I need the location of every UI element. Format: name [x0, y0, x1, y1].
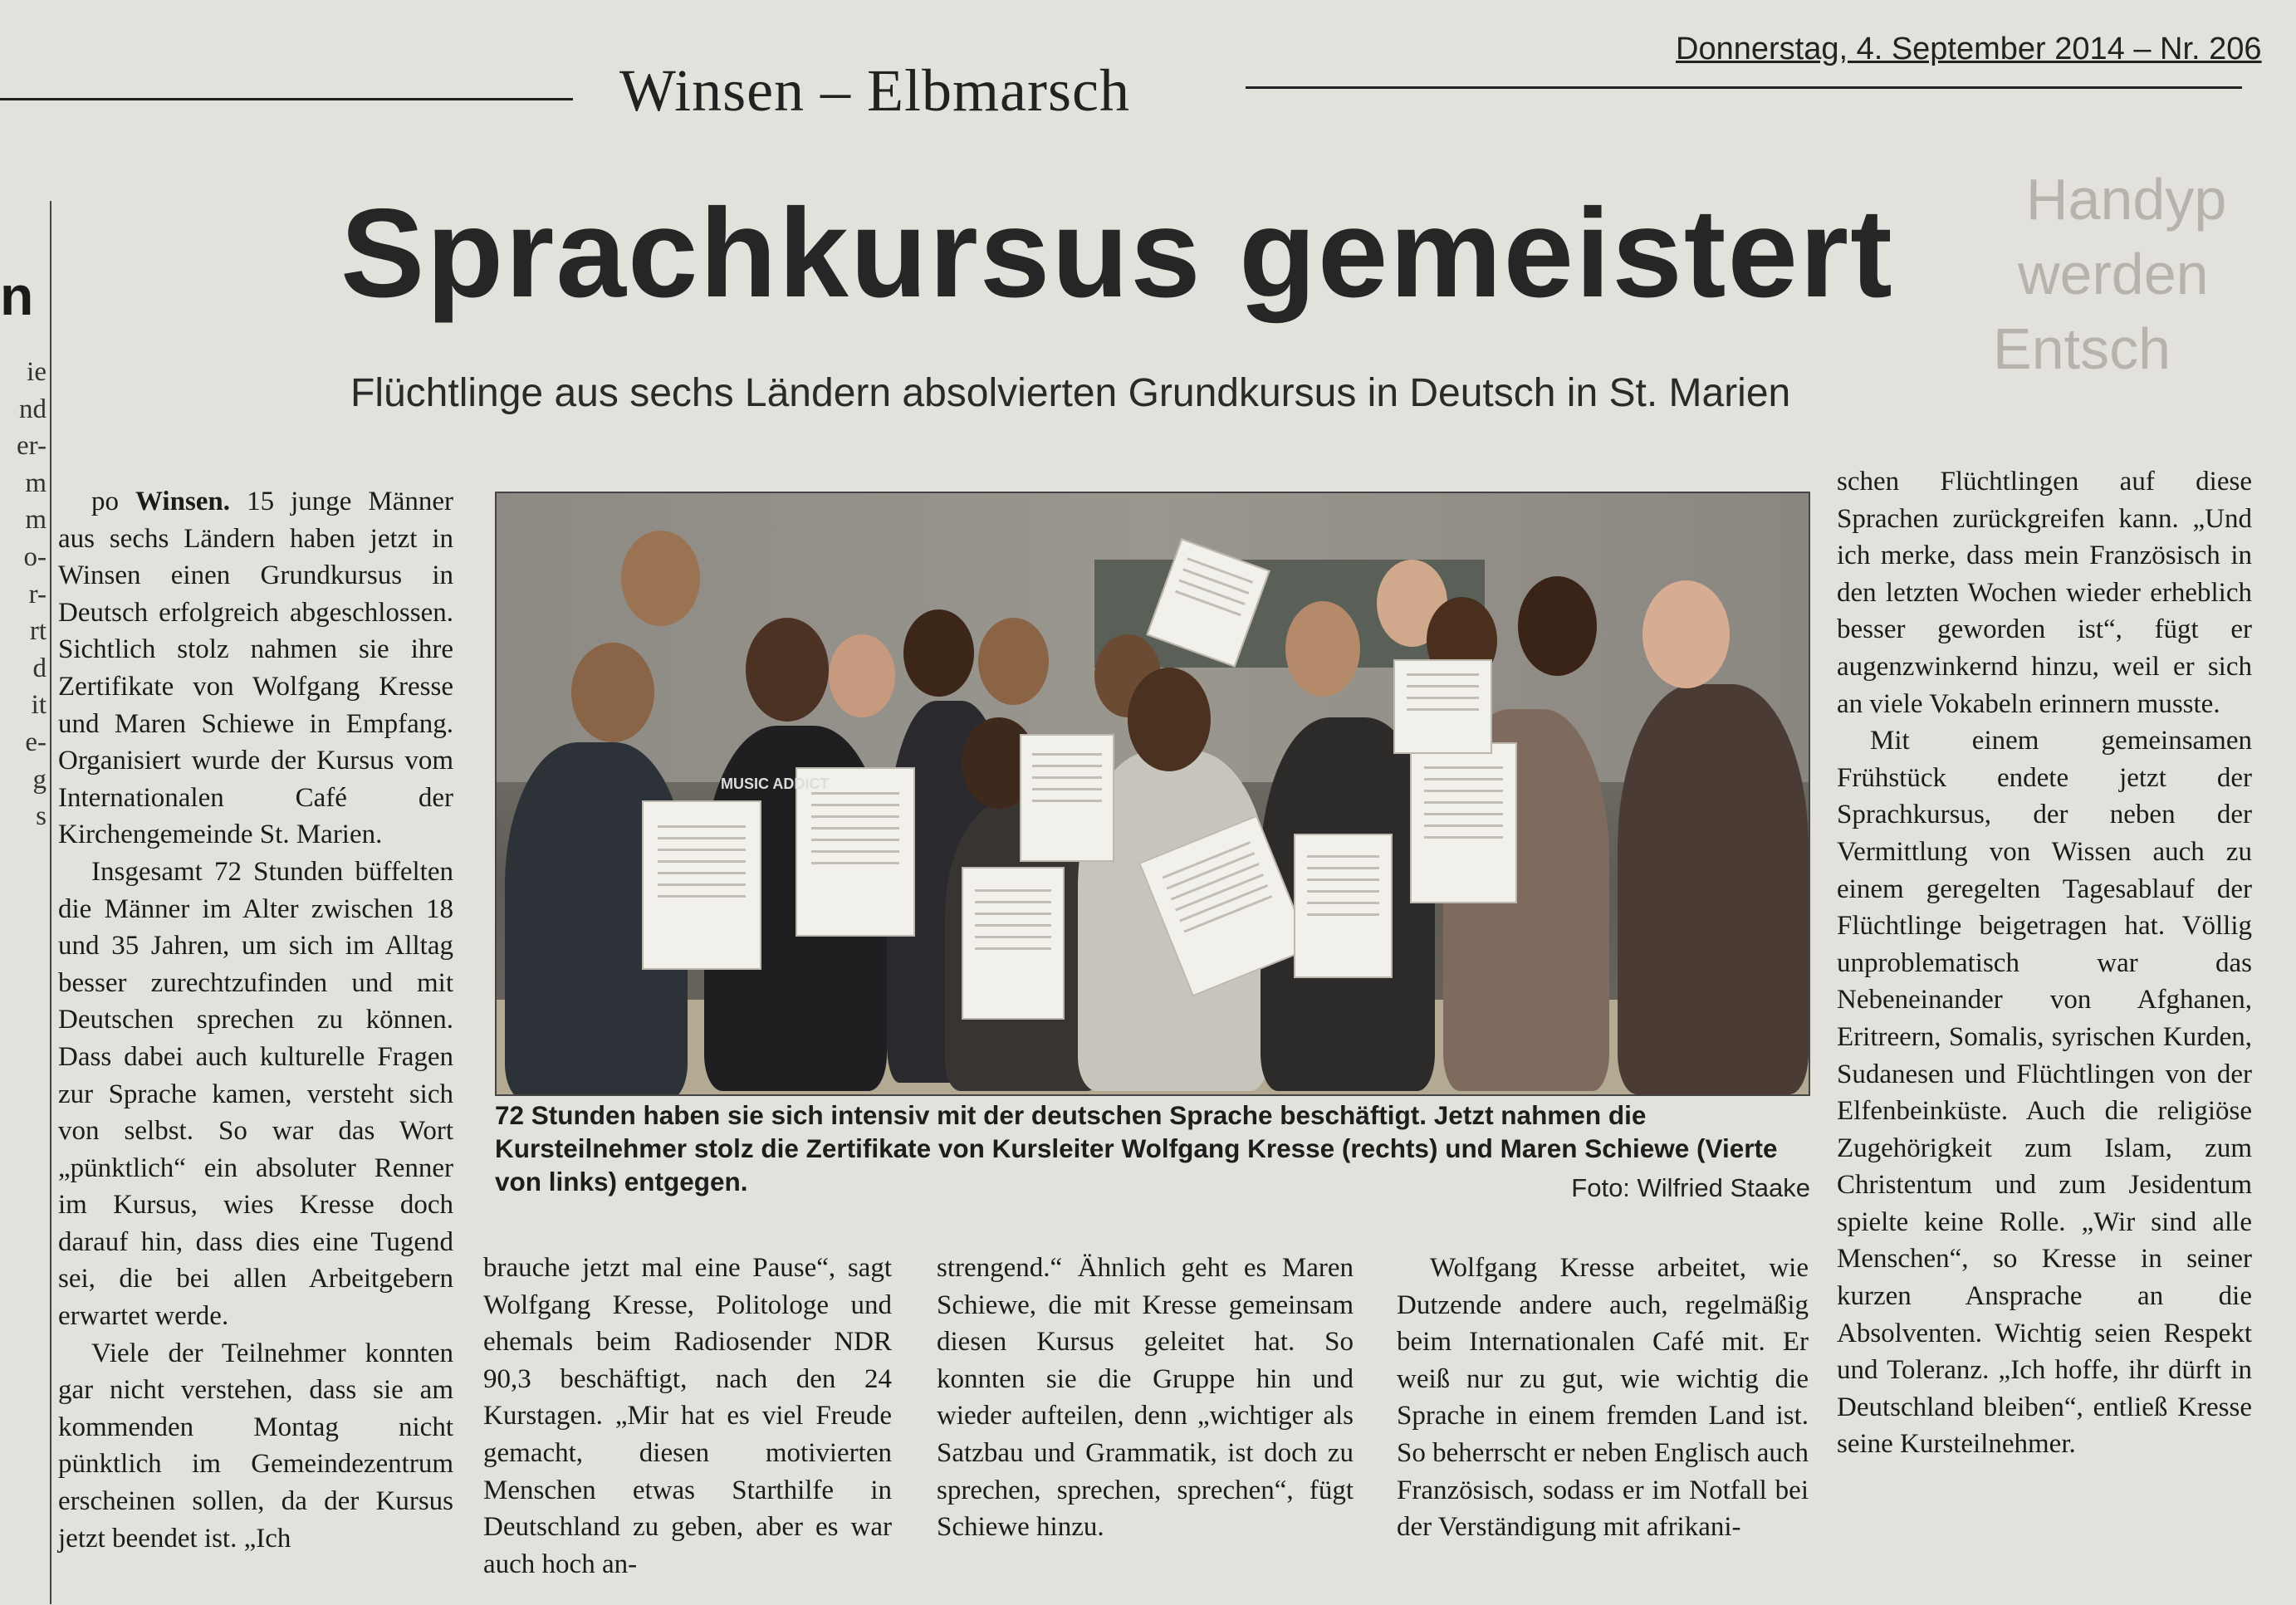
left-fragment-line: s	[36, 801, 47, 832]
headline: Sprachkursus gemeistert	[340, 183, 1894, 324]
left-fragment-line: m	[25, 467, 47, 498]
certificate	[962, 867, 1065, 1020]
byline: po	[91, 487, 119, 516]
shirt-print: MUSIC ADDICT	[721, 776, 830, 792]
article-column-5	[1837, 463, 2252, 1463]
left-fragment-line: g	[32, 764, 47, 795]
certificate	[1020, 734, 1114, 862]
col5-paragraph-2: Mit einem gemeinsamen Frühstück endete jetzt der Sprachkursus, der neben der Vermittlung von Wissen auch zu einem geregelten Tagesablauf der Flüchtlinge beigetragen hat. Völlig unproblematisch war das Nebeneinander von Afghanen, Eritreern, Somalis, syrischen Kurden, Sudanesen und Flüchtlingen von der Elfenbeinküste. Auch die religiöse Zugehörigkeit zum Islam, zum Christentum und zum Jesidentum spielte keine Rolle. „Wir sind alle Menschen“, so Kresse in seiner kurzen Ansprache an die Absolventen. Wichtig seien Respekt und Toleranz. „Ich hoffe, ihr dürft in Deutschland bleiben“, entließ Kresse seine Kursteilnehmer.	[1837, 726, 2252, 1460]
left-fragment-line: e-	[25, 727, 47, 757]
col5-paragraph-1: schen Flüchtlingen auf diese Sprachen zurückgreifen kann. „Und ich merke, dass mein Französisch in den letzten Wochen wieder erheblich besser geworden ist“, fügt er augenzwinkernd hinzu, weil er sich an viele Vokabeln erinnern musste.	[1837, 467, 2252, 719]
col3-paragraph: strengend.“ Ähnlich geht es Maren Schiewe, die mit Kresse gemeinsam diesen Kursus geleitet hat. So konnten sie die Gruppe hin und wieder aufteilen, denn „wichtiger als Satzbau und Grammatik, ist doch zu sprechen, sprechen, sprechen“, fügt Schiewe hinzu.	[937, 1253, 1354, 1543]
left-fragment-heading: n	[0, 265, 34, 326]
place-name: Winsen.	[135, 487, 231, 516]
person-head	[1518, 576, 1597, 676]
person-head	[1128, 668, 1211, 771]
col1-paragraph-3: Viele der Teilnehmer konnten gar nicht verstehen, dass sie am kommenden Montag nicht pünktlich im Gemeindezentrum erscheinen sollen, da der Kursus jetzt beendet ist. „Ich	[58, 1338, 453, 1554]
person-head	[1642, 580, 1730, 688]
article-column-1	[58, 483, 453, 1557]
certificate	[1410, 742, 1517, 903]
left-column-divider	[50, 201, 51, 1604]
person-head	[621, 531, 700, 626]
left-fragment-line: r-	[28, 579, 47, 609]
person-head	[978, 618, 1049, 705]
person-head	[903, 609, 974, 697]
left-fragment-line: nd	[19, 394, 47, 424]
person-head	[571, 643, 654, 742]
left-fragment-line: rt	[29, 616, 47, 647]
section-title: Winsen – Elbmarsch	[619, 57, 1130, 124]
masthead-rule-right	[1246, 86, 2242, 89]
article-column-4	[1397, 1250, 1809, 1546]
certificate	[1393, 659, 1492, 754]
subheadline: Flüchtlinge aus sechs Ländern absolvierten Grundkursus in Deutsch in St. Marien	[350, 371, 1791, 415]
person-silhouette	[1618, 684, 1809, 1094]
group-photo	[495, 492, 1810, 1096]
certificate	[642, 800, 761, 970]
col1-paragraph-1	[58, 483, 453, 854]
article-column-2	[483, 1250, 892, 1583]
col2-paragraph: brauche jetzt mal eine Pause“, sagt Wolfgang Kresse, Politologe und ehemals beim Radiosender NDR 90,3 beschäftigt, nach den 24 Kurstagen. „Mir hat es viel Freude gemacht, diesen motivierten Menschen etwas Starthilfe in Deutschland zu geben, aber es war auch hoch an-	[483, 1253, 892, 1579]
dateline: Donnerstag, 4. September 2014 – Nr. 206	[1676, 32, 2262, 66]
article-column-3	[937, 1250, 1354, 1546]
col1-paragraph-1-text: 15 junge Männer aus sechs Ländern haben jetzt in Winsen einen Grundkursus in Deutsch erfolgreich abgeschlossen. Sichtlich stolz nahmen sie ihre Zertifikate von Wolfgang Kresse und Maren Schiewe in Empfang. Organisiert wurde der Kursus vom Internationalen Café der Kirchengemeinde St. Marien.	[58, 487, 454, 850]
photo-caption: 72 Stunden haben sie sich intensiv mit der deutschen Sprache beschäftigt. Jetzt nahmen die Kursteilnehmer stolz die Zertifikate von Kursleiter Wolfgang Kresse (rechts) und Maren Schiewe (Vierte von links) entgegen.	[495, 1100, 1778, 1196]
left-fragment-line: it	[31, 690, 47, 721]
person-head	[746, 618, 829, 722]
left-fragment-line: d	[32, 653, 47, 683]
col1-paragraph-2: Insgesamt 72 Stunden büffelten die Männer im Alter zwischen 18 und 35 Jahren, um sich im Alltag besser zurechtzufinden und mit Deutschen sprechen zu können. Dass dabei auch kulturelle Fragen zur Sprache kamen, versteht sich von selbst. So war das Wort „pünktlich“ ein absoluter Renner im Kursus, wies Kresse doch darauf hin, dass dies eine Tugend sei, die bei allen Arbeitgebern erwartet werde.	[58, 856, 453, 1332]
col4-paragraph: Wolfgang Kresse arbeitet, wie Dutzende andere auch, regelmäßig beim Internationalen Café mit. Er weiß nur zu gut, wie wichtig die Sprache in einem fremden Land ist. So beherrscht er neben Englisch auch Französisch, sodass er im Notfall bei der Verständigung mit afrikani-	[1397, 1253, 1809, 1543]
person-head	[829, 634, 895, 717]
bleed-through-2: werden	[2018, 242, 2209, 306]
masthead-rule-left	[0, 98, 573, 100]
left-fragment-lines	[0, 354, 47, 835]
photo-credit: Foto: Wilfried Staake	[1571, 1173, 1810, 1202]
certificate	[1294, 834, 1393, 978]
person-head	[1285, 601, 1360, 697]
bleed-through-3: Entsch	[1993, 316, 2171, 381]
left-fragment-line: o-	[23, 541, 47, 572]
left-fragment-line: m	[25, 505, 47, 536]
left-fragment-line: er-	[17, 431, 47, 462]
bleed-through-1: Handyp	[2026, 167, 2227, 232]
left-fragment-line: ie	[27, 357, 47, 387]
